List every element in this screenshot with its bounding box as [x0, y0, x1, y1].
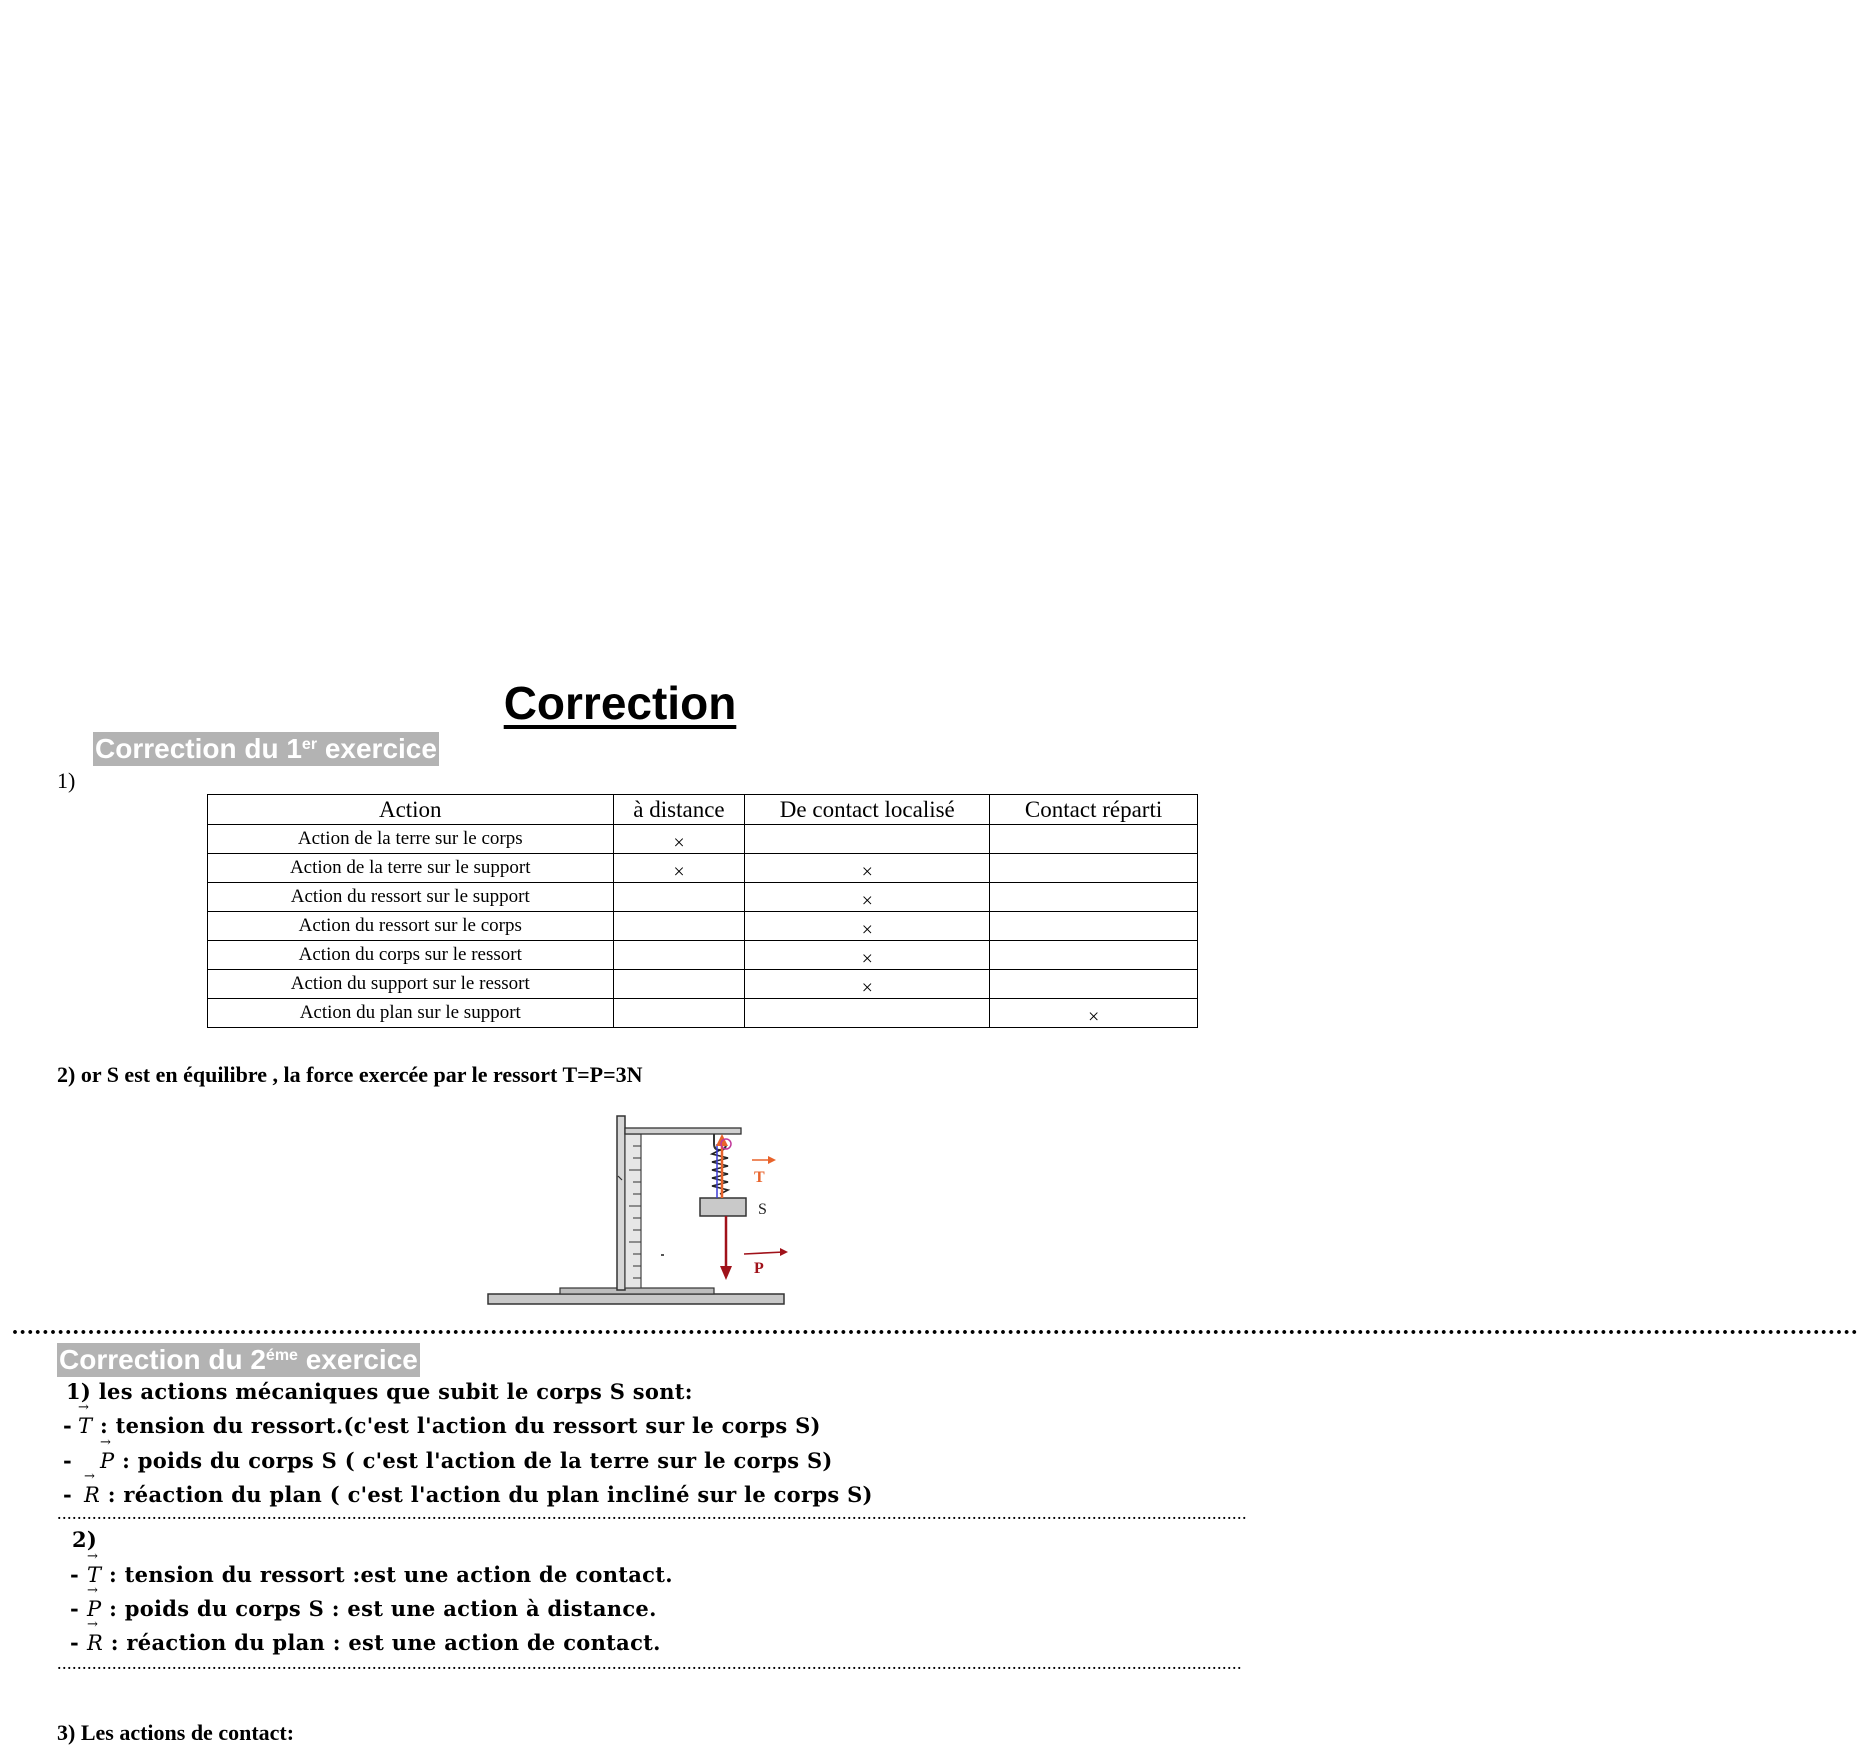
- block-s: [700, 1198, 746, 1216]
- actions-table: [207, 794, 1198, 1028]
- vector-symbol: → P: [100, 1449, 114, 1473]
- cell-action: Action du corps sur le ressort: [208, 941, 614, 970]
- vector-symbol: → R: [84, 1483, 100, 1507]
- exercise1-heading: [93, 732, 439, 766]
- cell-contact-localise: [745, 999, 990, 1028]
- question2-text: 2) or S est en équilibre , la force exercée par le ressort T=P=3N: [57, 1062, 643, 1087]
- item-dash: -: [70, 1630, 80, 1655]
- ex2-part2-item: [70, 1630, 661, 1655]
- label-p: P: [754, 1260, 764, 1277]
- exercise1-heading-sup: er: [301, 736, 318, 753]
- cell-contact-localise: ×: [745, 941, 990, 970]
- table-row: [208, 941, 1198, 970]
- item-dash: -: [70, 1596, 80, 1621]
- header-contact-reparti: Contact réparti: [990, 795, 1198, 825]
- exercise1-heading-suffix: exercice: [317, 733, 437, 764]
- header-contact-localise: De contact localisé: [745, 795, 990, 825]
- ex2-part2-item: [70, 1596, 657, 1621]
- item-dash: -: [70, 1562, 80, 1587]
- ex2-part1-intro: 1) les actions mécaniques que subit le corps S sont:: [66, 1379, 693, 1404]
- exercise2-heading-sup: éme: [265, 1347, 298, 1364]
- ruler-dot: [661, 1254, 664, 1256]
- exercise1-heading-prefix: Correction du 1: [95, 733, 302, 764]
- vector-symbol: → T: [87, 1563, 101, 1587]
- separator-dotted-2: ..............................................................................................................................................................................................................................................: [57, 1503, 1247, 1523]
- cell-contact-localise: ×: [745, 970, 990, 999]
- cell-contact-reparti: [990, 825, 1198, 854]
- vector-symbol: → R: [87, 1631, 103, 1655]
- top-arm: [625, 1128, 741, 1134]
- vector-symbol: → P: [87, 1597, 101, 1621]
- item-dash: -: [63, 1482, 73, 1507]
- item-text: : réaction du plan ( c'est l'action du plan incliné sur le corps S): [100, 1482, 873, 1507]
- cell-contact-reparti: [990, 912, 1198, 941]
- table-row: [208, 825, 1198, 854]
- cell-contact-reparti: [990, 941, 1198, 970]
- separator-dotted-3: .............................................................................................................................................................................................................................................: [57, 1653, 1242, 1673]
- cell-contact-localise: ×: [745, 912, 990, 941]
- cell-action: Action du ressort sur le support: [208, 883, 614, 912]
- base-plate: [488, 1294, 784, 1304]
- ex2-part2-item: [70, 1562, 673, 1587]
- stand-pole: [617, 1116, 625, 1290]
- item-text: : réaction du plan : est une action de contact.: [103, 1630, 661, 1655]
- header-action: Action: [208, 795, 614, 825]
- ex2-part1-item: [63, 1448, 833, 1473]
- cell-distance: [613, 912, 745, 941]
- item-text: : poids du corps S ( c'est l'action de la terre sur le corps S): [114, 1448, 833, 1473]
- item-text: : poids du corps S : est une action à distance.: [101, 1596, 657, 1621]
- cell-contact-reparti: ×: [990, 999, 1198, 1028]
- cell-distance: [613, 999, 745, 1028]
- exercise2-heading-prefix: Correction du 2: [59, 1344, 266, 1375]
- cell-distance: ×: [613, 825, 745, 854]
- item-dash: -: [63, 1413, 73, 1438]
- cell-distance: [613, 970, 745, 999]
- question3-text: 3) Les actions de contact:: [57, 1720, 295, 1745]
- ex2-part2-label: 2): [72, 1527, 98, 1552]
- spring-scale-figure: [440, 1114, 822, 1310]
- item-text: : tension du ressort :est une action de contact.: [101, 1562, 673, 1587]
- cell-distance: ×: [613, 854, 745, 883]
- label-t: T: [754, 1169, 765, 1186]
- cell-distance: [613, 883, 745, 912]
- table-row: [208, 854, 1198, 883]
- cell-action: Action du ressort sur le corps: [208, 912, 614, 941]
- item-text: : tension du ressort.(c'est l'action du ressort sur le corps S): [92, 1413, 821, 1438]
- cell-contact-localise: [745, 825, 990, 854]
- vector-symbol: → T: [78, 1414, 92, 1438]
- cell-distance: [613, 941, 745, 970]
- question1-label: 1): [57, 768, 76, 793]
- table-header-row: [208, 795, 1198, 825]
- page-title: Correction: [503, 677, 737, 729]
- ex2-part1-item: [63, 1413, 821, 1438]
- ruler: [625, 1134, 641, 1288]
- base-foot: [560, 1288, 714, 1294]
- header-distance: à distance: [613, 795, 745, 825]
- cell-action: Action de la terre sur le corps: [208, 825, 614, 854]
- table-row: [208, 912, 1198, 941]
- cell-contact-reparti: [990, 883, 1198, 912]
- table-row: [208, 883, 1198, 912]
- exercise2-heading-suffix: exercice: [297, 1344, 418, 1375]
- separator-dotted-main: ...................................................................................................................................................................................................................................................: [12, 1314, 1859, 1340]
- label-s: S: [758, 1201, 767, 1218]
- table-row: [208, 999, 1198, 1028]
- cell-action: Action du plan sur le support: [208, 999, 614, 1028]
- cell-action: Action de la terre sur le support: [208, 854, 614, 883]
- cell-contact-reparti: [990, 970, 1198, 999]
- cell-action: Action du support sur le ressort: [208, 970, 614, 999]
- cell-contact-localise: ×: [745, 883, 990, 912]
- table-row: [208, 970, 1198, 999]
- cell-contact-localise: ×: [745, 854, 990, 883]
- item-dash: -: [63, 1448, 73, 1473]
- cell-contact-reparti: [990, 854, 1198, 883]
- exercise2-heading: [57, 1343, 420, 1377]
